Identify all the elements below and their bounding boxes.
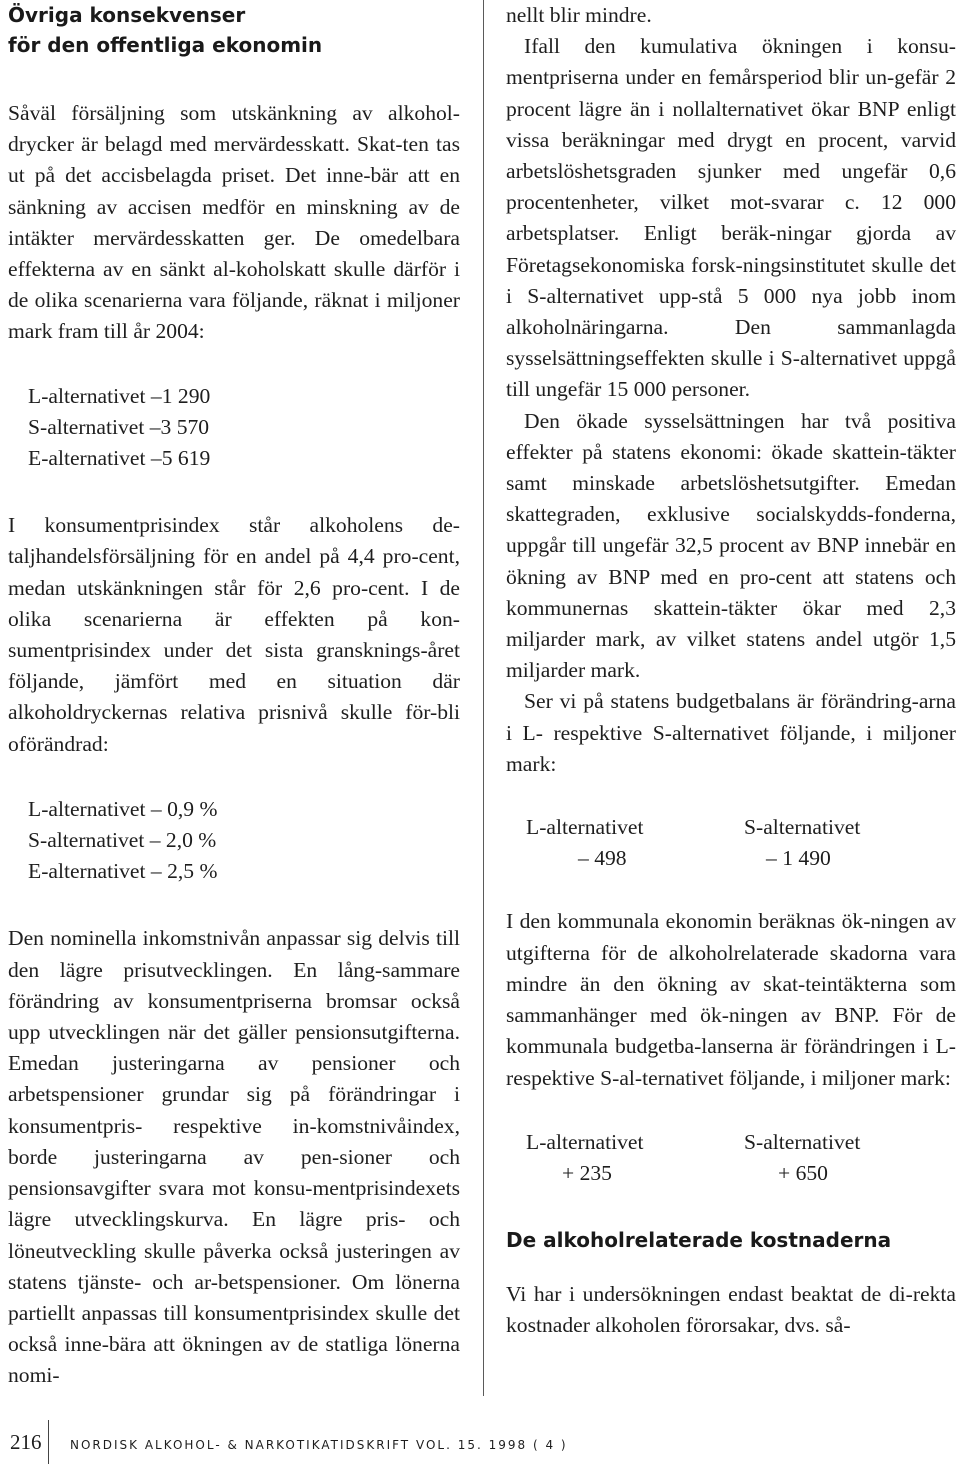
column-divider: [483, 0, 484, 1396]
table-header: L-alternativet: [526, 1129, 644, 1154]
section-heading-line-1: Övriga konsekvenser: [8, 3, 246, 27]
table-header: L-alternativet: [526, 815, 644, 840]
left-column: [8, 0, 460, 1392]
price-index-list: [28, 794, 460, 888]
paragraph: Såväl försäljning som utskänkning av alkohol-drycker är belagd med mervärdesskatt. Skat-ten tas ut på det accisbelagda priset. Det inne-bär att en sänkning av accisen medför en minskning av de intäkter mervärdesskatten ger. De omedelbara effekterna av en sänkt al-koholskatt skulle därför i de olika scenarierna vara följande, räknat i miljoner mark fram till år 2004:: [8, 101, 460, 344]
section-heading-costs: De alkoholrelaterade kostnaderna: [506, 1228, 892, 1253]
municipal-budget-table: [526, 1127, 956, 1189]
table-header: S-alternativet: [744, 1129, 861, 1154]
paragraph: Ser vi på statens budgetbalans är förändring-arna i L- respektive S-alternativet följande, i miljoner mark:: [506, 689, 956, 776]
paragraph: I den kommunala ekonomin beräknas ök-ningen av utgifterna för de alkoholrelaterade skadorna vara mindre än den ökning av skat-teintäkterna som sammanhänger med ök-ningen av BNP. För de kommunala budgetba-lanserna är förändringen i L- respektive S-al-ternativet följande, i miljoner mark:: [506, 909, 956, 1090]
list-item: L-alternativet – 0,9 %: [28, 796, 218, 821]
table-value: + 235: [562, 1160, 612, 1185]
paragraph: Den ökade sysselsättningen har två positiva effekter på statens ekonomi: ökade skattein-täkter samt minskade arbetslöshetsutgifter. Emedan skattegraden, exklusive socialskydds-fonderna, uppgår till ungefär 32,5 procent av BNP innebär en ökning av BNP med en pro-cent att statens och kommunernas skattein-täkter ökar med 2,3 miljarder mark, av vilket statens andel utgör 1,5 miljarder mark.: [506, 408, 956, 683]
footer-divider: [48, 1420, 49, 1464]
paragraph: Den nominella inkomstnivån anpassar sig delvis till den lägre prisutvecklingen. En lång-sammare förändring av konsumentpriserna bromsar också upp utvecklingen när det gäller pensionsutgifterna. Emedan justeringarna av pensioner och arbetspensioner grundar sig på förändringar i konsumentpris- respektive in-komstnivåindex, borde justeringarna av pen-sioner och pensionsavgifter svara mot konsu-mentprisindexets lägre utvecklingskurva. En lägre pris- och löneutveckling skulle påverka också justeringen av statens tjänste- och ar-betspensioner. Om lönerna partiellt anpassas till konsumentprisindex skulle det också inne-bära att ökningen av de statliga lönerna nomi-: [8, 926, 460, 1388]
list-item: E-alternativet – 2,5 %: [28, 859, 218, 884]
paragraph: Vi har i undersökningen endast beaktat de di-rekta kostnader alkoholen förorsakar, dvs. så-: [506, 1282, 956, 1338]
table-value: + 650: [778, 1160, 828, 1185]
list-item: E-alternativet –5 619: [28, 446, 211, 471]
paragraph: I konsumentprisindex står alkoholens de-taljhandelsförsäljning för en andel på 4,4 pro-cent, medan utskänkningen står för 2,6 pro-cent. I de olika scenarierna är effekten på kon-sumentprisindex under det sista gransknings-året följande, jämfört med en situation där alkoholdryckernas relativa prisnivå skulle för-bli oförändrad:: [8, 513, 460, 756]
paragraph: nellt blir mindre.: [506, 3, 652, 27]
section-heading: [8, 0, 460, 60]
tax-revenue-list: [28, 381, 460, 475]
journal-title: NORDISK ALKOHOL- & NARKOTIKATIDSKRIFT VOL. 15. 1998 ( 4 ): [70, 1438, 568, 1452]
table-value: – 498: [578, 846, 627, 871]
list-item: S-alternativet –3 570: [28, 414, 210, 439]
list-item: L-alternativet –1 290: [28, 383, 211, 408]
state-budget-table: [526, 812, 956, 874]
list-item: S-alternativet – 2,0 %: [28, 828, 217, 853]
section-heading-line-2: för den offentliga ekonomin: [8, 33, 323, 57]
table-header: S-alternativet: [744, 815, 861, 840]
page-number: 216: [10, 1430, 42, 1454]
table-value: – 1 490: [766, 846, 831, 871]
paragraph: Ifall den kumulativa ökningen i konsu-mentpriserna under en femårsperiod blir un-gefär 2 procent lägre än i nollalternativet ökar BNP enligt vissa beräkningar med drygt en procent, varvid arbetslöshetsgraden sjunker med ungefär 0,6 procentenheter, vilket mot-svarar c. 12 000 arbetsplatser. Enligt beräk-ningar gjorda av Företagsekonomiska forsk-ningsinstitutet skulle det i S-alternativet upp-stå 5 000 nya jobb inom alkoholnäringarna. Den sammanlagda sysselsättningseffekten skulle i S-alternativet uppgå till ungefär 15 000 personer.: [506, 34, 956, 402]
page-footer: [0, 1404, 960, 1464]
right-column: [506, 0, 956, 1342]
